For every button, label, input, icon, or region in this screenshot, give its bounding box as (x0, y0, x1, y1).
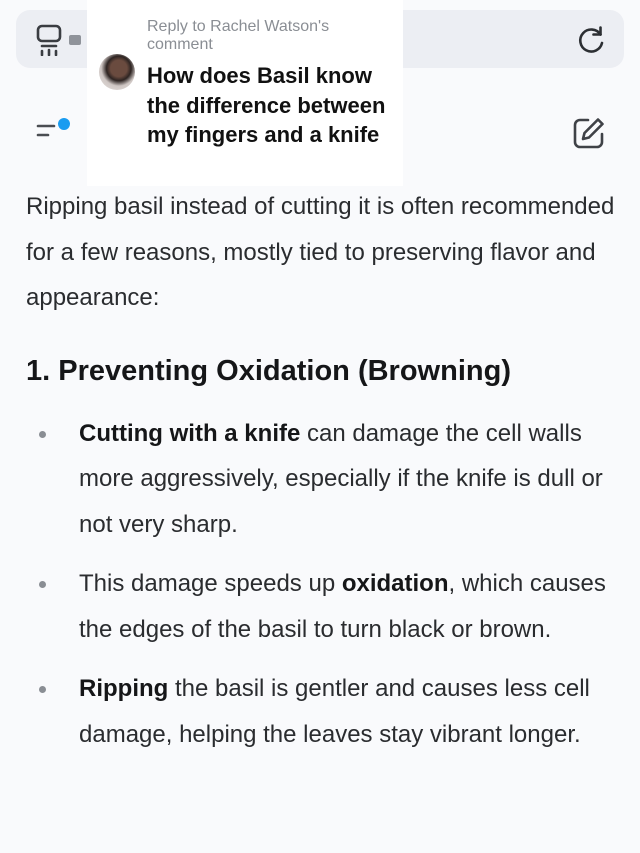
bullet-dot (39, 686, 46, 693)
reply-comment-text: How does Basil know the difference between my fingers and a knife (147, 63, 386, 147)
avatar (99, 54, 135, 90)
list-item: Cutting with a knife can damage the cell walls more aggressively, especially if the knife is dull or not very sharp. (26, 411, 626, 548)
bullet-dot (39, 581, 46, 588)
menu-icon[interactable] (36, 116, 78, 149)
reply-overlay (87, 0, 403, 186)
tab-switch-icon[interactable] (36, 22, 92, 61)
list-item: This damage speeds up oxidation, which causes the edges of the basil to turn black or brown. (26, 561, 626, 652)
reply-caption: Reply to Rachel Watson's comment (147, 18, 330, 53)
intro-paragraph: Ripping basil instead of cutting it is often recommended for a few reasons, mostly tied to preserving flavor and appearance: (26, 193, 615, 311)
bold-lead: Cutting with a knife (79, 419, 301, 447)
bullet-list (26, 411, 626, 758)
section-heading: 1. Preventing Oxidation (Browning) (26, 354, 511, 387)
refresh-icon[interactable] (576, 24, 608, 61)
bold-lead: Ripping (79, 675, 169, 702)
answer-content (26, 184, 626, 771)
bold-lead: oxidation (341, 570, 449, 597)
bullet-dot (39, 431, 46, 438)
list-item: Ripping the basil is gentler and causes less cell damage, helping the leaves stay vibrant longer. (26, 666, 626, 757)
notification-dot (58, 118, 70, 130)
edit-icon[interactable] (572, 116, 606, 155)
